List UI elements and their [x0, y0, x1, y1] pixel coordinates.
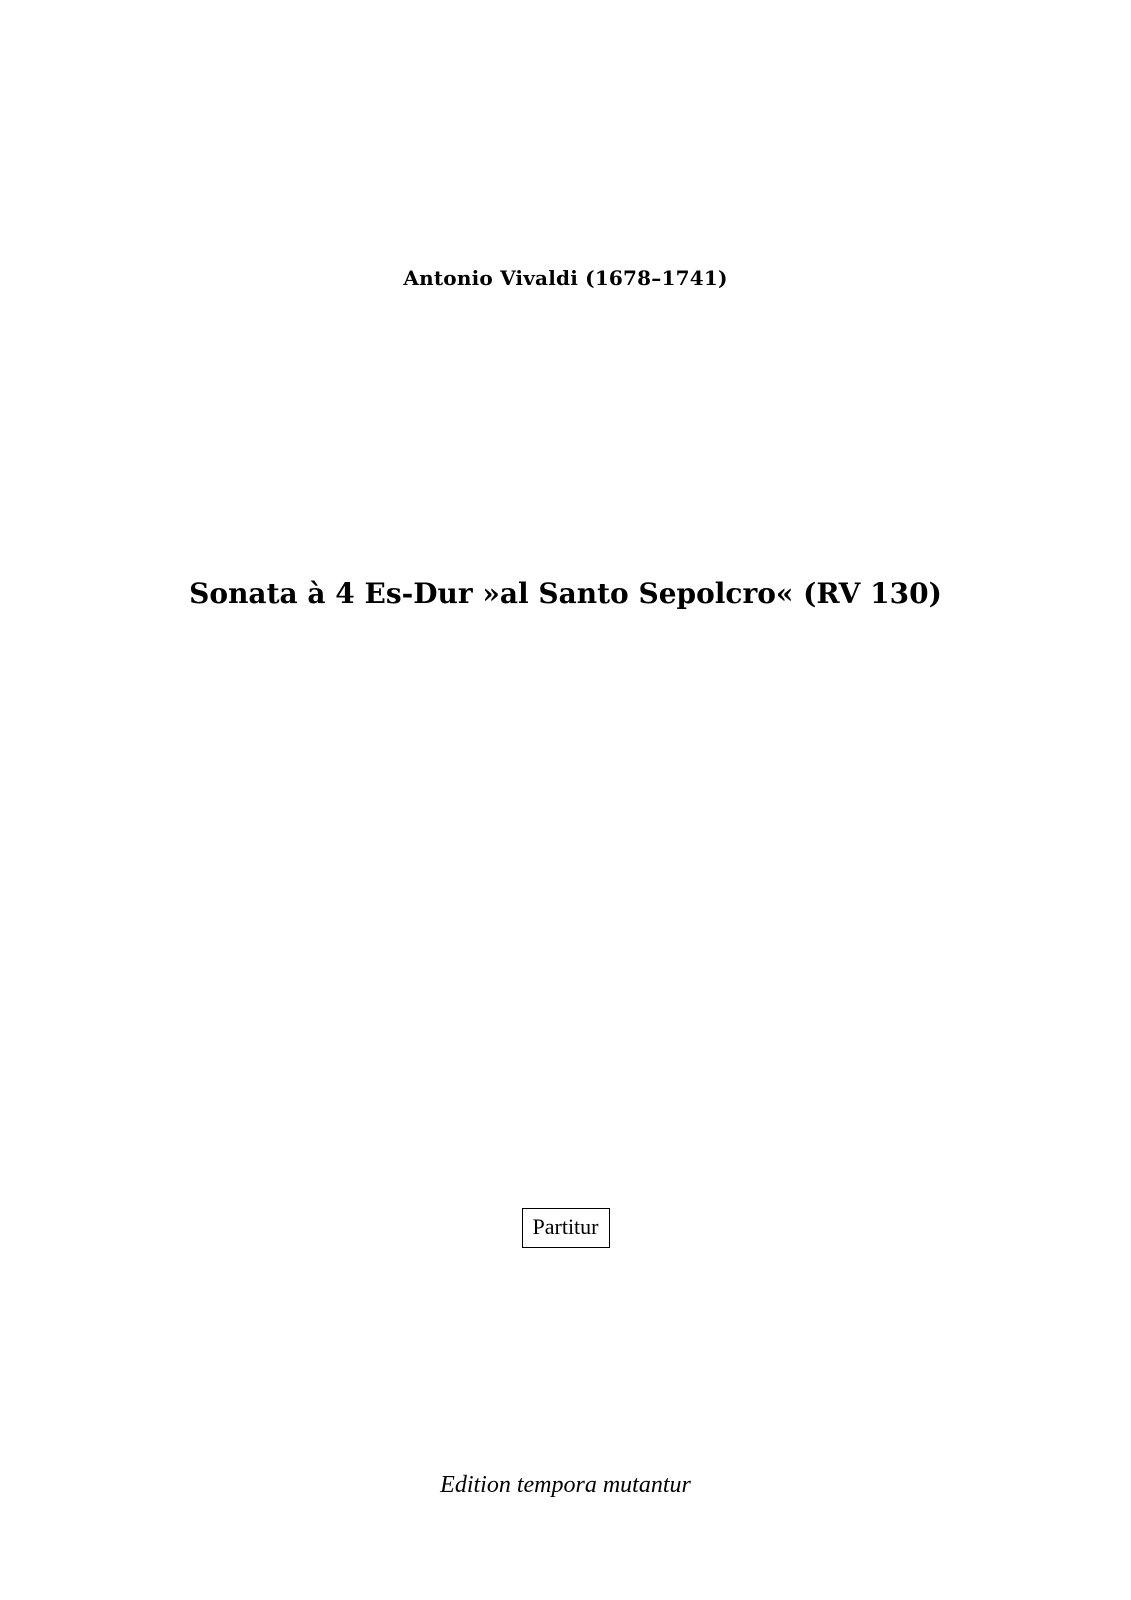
composer-line: Antonio Vivaldi (1678–1741) — [403, 266, 728, 290]
edition-type-container — [0, 1208, 1131, 1248]
work-title: Sonata à 4 Es-Dur »al Santo Sepolcro« (RV 130) — [189, 577, 942, 610]
edition-type-box: Partitur — [522, 1208, 610, 1248]
publisher-line: Edition tempora mutantur — [440, 1472, 691, 1498]
